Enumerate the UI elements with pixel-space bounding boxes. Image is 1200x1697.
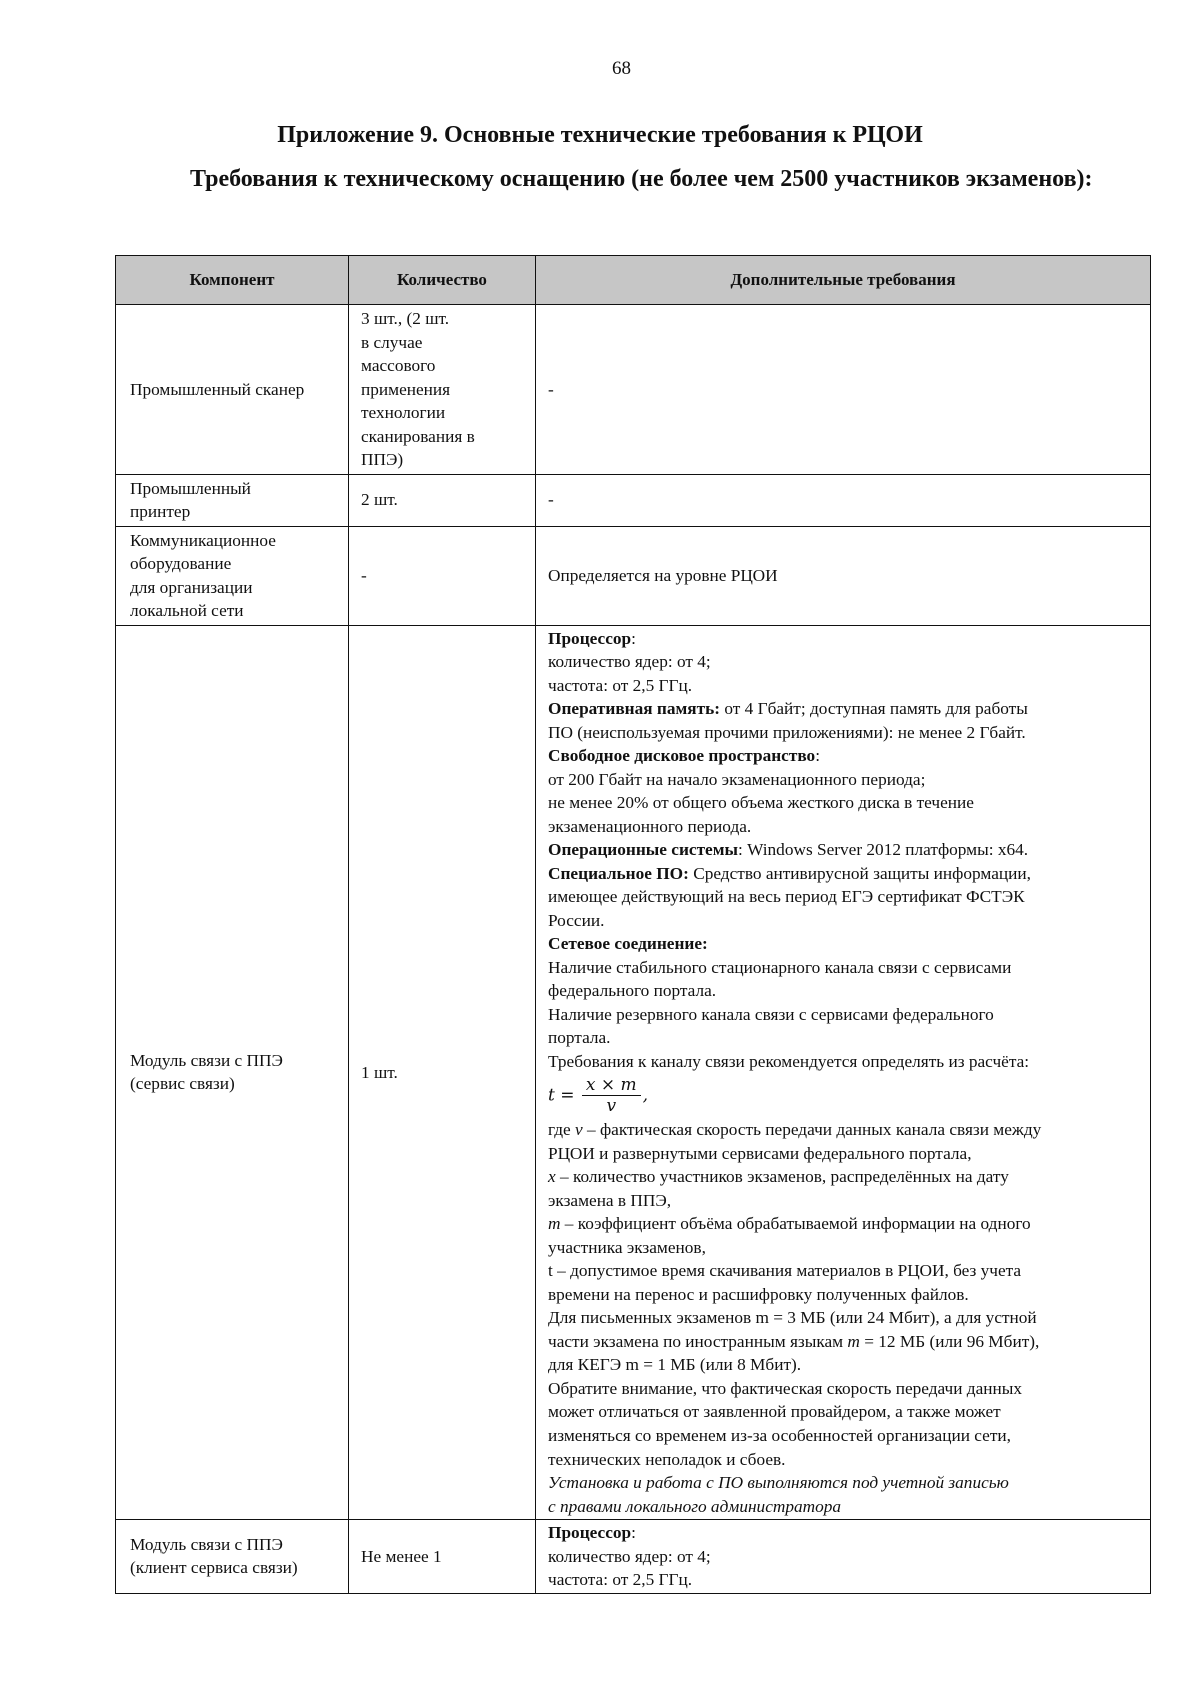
- component-cell: [116, 474, 349, 526]
- formula-tail: ,: [642, 1084, 649, 1105]
- component-line: Промышленный: [130, 478, 251, 498]
- req-line: количество ядер: от 4;: [548, 1546, 711, 1566]
- m-text: – коэффициент объёма обрабатываемой информации на одного: [560, 1214, 1031, 1234]
- component-line: Модуль связи с ППЭ: [130, 1534, 283, 1554]
- quantity-line: применения: [361, 379, 451, 399]
- table-row: [116, 526, 1151, 625]
- component-line: Модуль связи с ППЭ: [130, 1050, 283, 1070]
- page-title: Приложение 9. Основные технические требования к РЦОИ: [277, 122, 923, 148]
- req-line: технических неполадок и сбоев.: [548, 1449, 786, 1469]
- oral-line: [548, 1330, 1144, 1354]
- formula-fraction: [582, 1075, 641, 1117]
- m-symbol: m: [548, 1214, 561, 1234]
- req-line: не менее 20% от общего объема жесткого диска в течение: [548, 793, 974, 813]
- os-text: : Windows Server 2012 платформы: x64.: [738, 840, 1029, 860]
- v-symbol: v: [575, 1120, 583, 1140]
- req-line: портала.: [548, 1028, 611, 1048]
- note-line: Установка и работа с ПО выполняются под учетной записью: [548, 1473, 1009, 1493]
- x-text: – количество участников экзаменов, распределённых на дату: [555, 1167, 1009, 1187]
- component-line: (клиент сервиса связи): [130, 1558, 298, 1578]
- req-line: участника экзаменов,: [548, 1237, 706, 1257]
- quantity-cell: [349, 305, 536, 475]
- req-line: Наличие резервного канала связи с сервисами федерального: [548, 1004, 994, 1024]
- req-line: ПО (неиспользуемая прочими приложениями): не менее 2 Гбайт.: [548, 722, 1026, 742]
- component-cell: [116, 625, 349, 1519]
- processor-heading: Процессор:: [548, 1523, 636, 1543]
- req-line: изменяться со временем из-за особенностей организации сети,: [548, 1425, 1011, 1445]
- req-line: может отличаться от заявленной провайдером, а также может: [548, 1402, 1001, 1422]
- os-line: [548, 838, 1144, 862]
- component-line: для организации: [130, 577, 253, 597]
- req-line: федерального портала.: [548, 981, 717, 1001]
- oral-text-b: = 12 МБ (или 96 Мбит),: [859, 1331, 1040, 1351]
- requirements-cell: -: [536, 305, 1151, 475]
- table-row: [116, 474, 1151, 526]
- where-prefix: где: [548, 1120, 576, 1140]
- processor-label: Процессор: [548, 628, 632, 648]
- sw-label: Специальное ПО:: [548, 863, 689, 883]
- channel-formula: [548, 1075, 1144, 1117]
- req-line: частота: от 2,5 ГГц.: [548, 675, 693, 695]
- header-quantity: Количество: [349, 256, 536, 305]
- req-line: для КЕГЭ m = 1 МБ (или 8 Мбит).: [548, 1355, 802, 1375]
- quantity-cell: -: [349, 526, 536, 625]
- component-line: (сервис связи): [130, 1074, 235, 1094]
- component-cell: [116, 526, 349, 625]
- sw-line: [548, 862, 1144, 886]
- req-line: времени на перенос и расшифровку полученных файлов.: [548, 1284, 969, 1304]
- req-line: количество ядер: от 4;: [548, 652, 711, 672]
- v-definition: [548, 1118, 1144, 1142]
- component-line: Коммуникационное: [130, 530, 276, 550]
- requirements-cell: [536, 1520, 1151, 1594]
- processor-label: Процессор: [548, 1523, 632, 1543]
- header-requirements: Дополнительные требования: [536, 256, 1151, 305]
- formula-numerator: x × m: [582, 1075, 641, 1096]
- component-line: оборудование: [130, 554, 232, 574]
- formula-lhs: t =: [548, 1084, 575, 1105]
- formula-denominator: v: [606, 1095, 617, 1116]
- req-line: РЦОИ и развернутыми сервисами федерального портала,: [548, 1143, 972, 1163]
- header-component: Компонент: [116, 256, 349, 305]
- quantity-line: ППЭ): [361, 450, 404, 470]
- component-line: принтер: [130, 502, 191, 522]
- quantity-cell: 1 шт.: [349, 625, 536, 1519]
- table-row: [116, 305, 1151, 475]
- quantity-cell: Не менее 1: [349, 1520, 536, 1594]
- requirements-cell: [536, 625, 1151, 1519]
- requirements-cell: Определяется на уровне РЦОИ: [536, 526, 1151, 625]
- quantity-line: технологии: [361, 403, 446, 423]
- quantity-line: в случае: [361, 332, 423, 352]
- v-text: – фактическая скорость передачи данных канала связи между: [582, 1120, 1042, 1140]
- quantity-line: сканирования в: [361, 426, 475, 446]
- sw-text: Средство антивирусной защиты информации,: [688, 863, 1031, 883]
- req-line: Обратите внимание, что фактическая скорость передачи данных: [548, 1378, 1022, 1398]
- component-line: локальной сети: [130, 601, 244, 621]
- quantity-line: массового: [361, 356, 436, 376]
- req-line: от 200 Гбайт на начало экзаменационного периода;: [548, 769, 926, 789]
- requirements-cell: -: [536, 474, 1151, 526]
- ram-line: [548, 697, 1144, 721]
- req-line: Для письменных экзаменов m = 3 МБ (или 24 Мбит), а для устной: [548, 1308, 1037, 1328]
- oral-m-symbol: m: [847, 1331, 860, 1351]
- x-definition: [548, 1165, 1144, 1189]
- requirements-table: [115, 255, 1151, 1594]
- network-label: Сетевое соединение:: [548, 934, 708, 954]
- req-line: частота: от 2,5 ГГц.: [548, 1570, 693, 1590]
- quantity-cell: 2 шт.: [349, 474, 536, 526]
- req-line: России.: [548, 910, 605, 930]
- processor-heading: Процессор:: [548, 628, 636, 648]
- req-line: t – допустимое время скачивания материалов в РЦОИ, без учета: [548, 1261, 1022, 1281]
- req-line: экзаменационного периода.: [548, 816, 752, 836]
- quantity-line: 3 шт., (2 шт.: [361, 309, 450, 328]
- req-line: экзамена в ППЭ,: [548, 1190, 672, 1210]
- req-line: Требования к каналу связи рекомендуется определять из расчёта:: [548, 1051, 1030, 1071]
- component-cell: [116, 1520, 349, 1594]
- table-row: [116, 1520, 1151, 1594]
- disk-heading: Свободное дисковое пространство:: [548, 746, 820, 766]
- ram-label: Оперативная память:: [548, 699, 721, 719]
- subtitle: Требования к техническому оснащению (не более чем 2500 участников экзаменов):: [190, 166, 1093, 192]
- oral-text-a: части экзамена по иностранным языкам: [548, 1331, 848, 1351]
- note-line: с правами локального администратора: [548, 1496, 842, 1516]
- x-symbol: x: [548, 1167, 556, 1187]
- table-row: [116, 625, 1151, 1519]
- page-number: 68: [612, 58, 631, 79]
- m-definition: [548, 1212, 1144, 1236]
- req-line: Наличие стабильного стационарного канала связи с сервисами: [548, 957, 1012, 977]
- os-label: Операционные системы: [548, 840, 738, 860]
- disk-label: Свободное дисковое пространство: [548, 746, 816, 766]
- req-line: имеющее действующий на весь период ЕГЭ сертификат ФСТЭК: [548, 887, 1025, 907]
- component-cell: Промышленный сканер: [116, 305, 349, 475]
- table-header-row: [116, 256, 1151, 305]
- ram-text: от 4 Гбайт; доступная память для работы: [720, 699, 1028, 719]
